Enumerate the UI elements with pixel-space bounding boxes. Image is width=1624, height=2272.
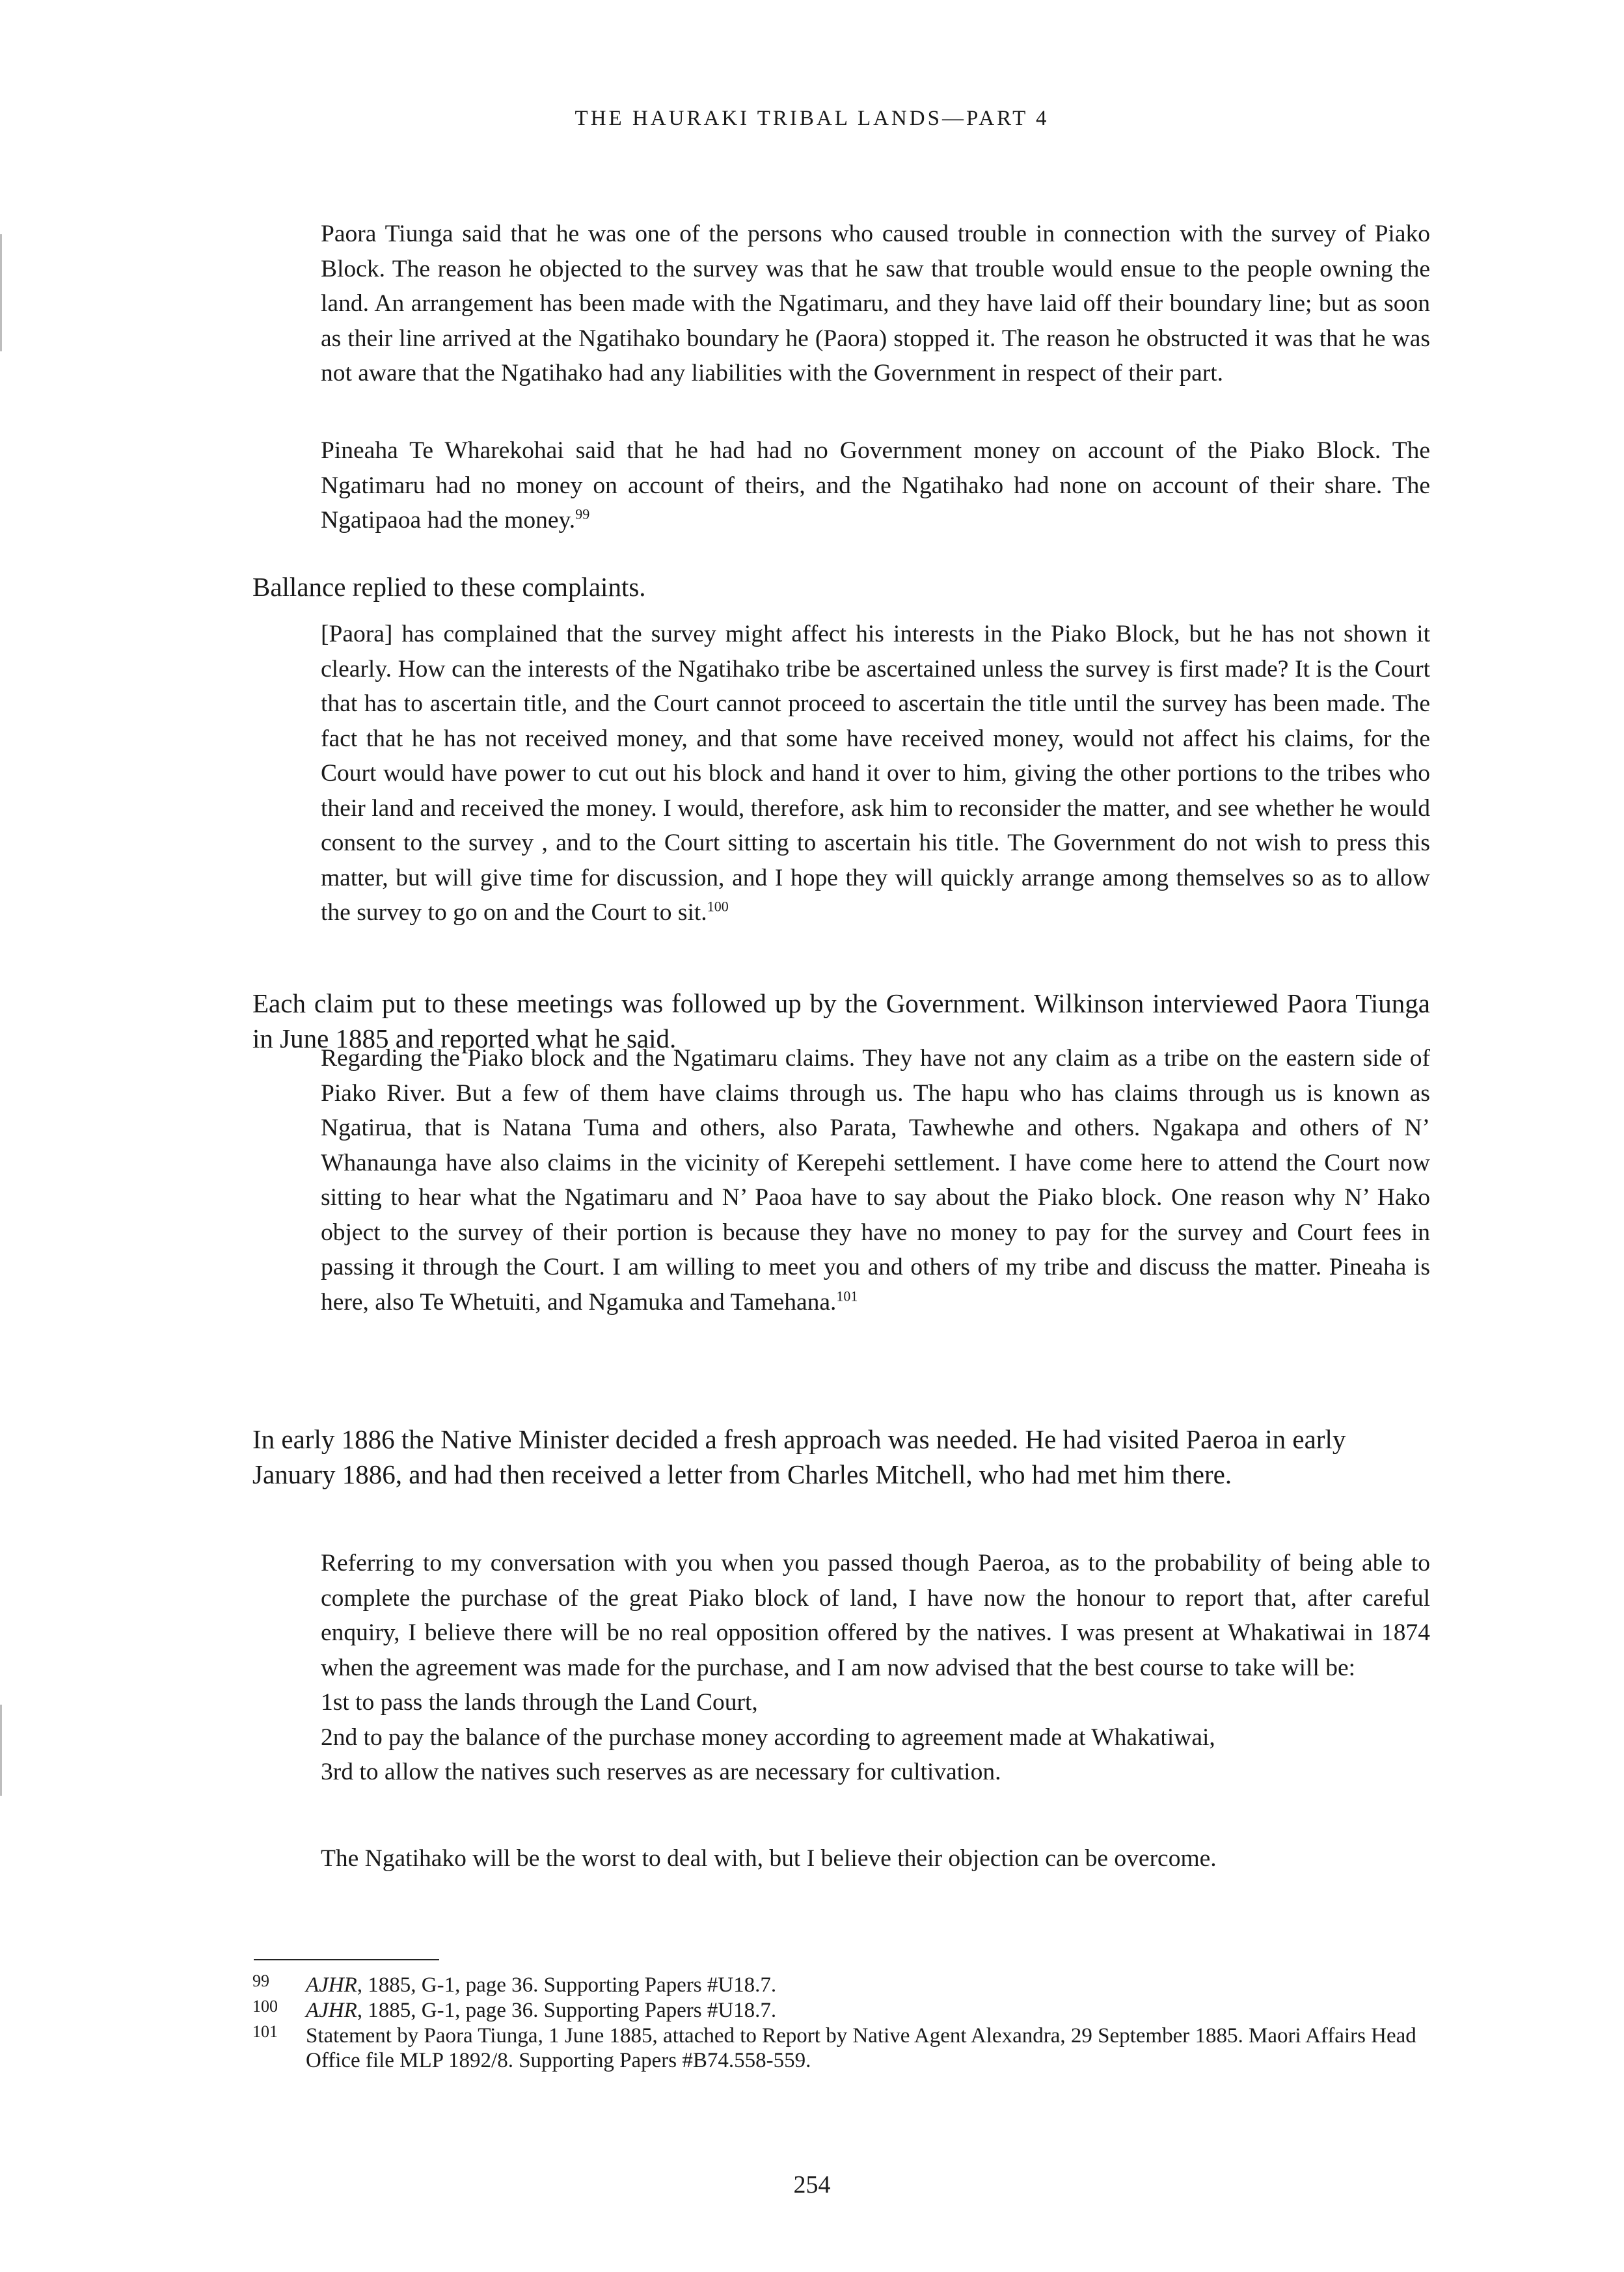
quote-text: [Paora] has complained that the survey might affect his interests in the Piako Block, but he has not shown it clearly. How can the interests of the Ngatihako tribe be ascertained unless the survey is first made? It is the Court that has to ascertain title, and the Court cannot proceed to ascertain the title until the survey has been made. The fact that he has not received money, and that some have received money, would not affect his claims, for the Court would have power to cut out his block and hand it over to him, giving the other portions to the tribes who their land and received the money. I would, therefore, ask him to reconsider the matter, and see whether he would consent to the survey , and to the Court sitting to ascertain his title. The Government do not wish to press this matter, but will give time for discussion, and I hope they will quickly arrange among themselves so as to allow the survey to go on and the Court to sit. [321,621,1430,926]
page-number: 254 [793,2171,831,2198]
footnote-number: 101 [252,2022,278,2041]
running-header: THE HAURAKI TRIBAL LANDS—PART 4 [575,107,1049,130]
footnote-text [306,1998,1431,2023]
scan-edge-mark [0,1705,2,1796]
footnote-reference[interactable]: 100 [707,898,729,915]
quote-text: Regarding the Piako block and the Ngatimaru claims. They have not any claim as a tribe on the eastern side of Piako River. But a few of them have claims through us. The hapu who has claims through us is known as Ngatirua, that is Natana Tuma and others, also Parata, Tawhewhe and others. Ngakapa and others of N’ Whanaunga have also claims in the vicinity of Kerepehi settlement. I have come here to attend the Court now sitting to hear what the Ngatimaru and N’ Paoa have to say about the Piako block. One reason why N’ Hako object to the survey of their portion is because they have no money to pay for the survey and Court fees in passing it through the Court. I am willing to meet you and others of my tribe and discuss the matter. Pineaha is here, also Te Whetuiti, and Ngamuka and Tamehana. [321,1045,1430,1316]
scan-edge-mark [0,234,2,351]
footnote-reference[interactable]: 101 [836,1288,858,1304]
list-item: 2nd to pay the balance of the purchase money according to agreement made at Whakatiwai, [321,1724,1215,1751]
journal-abbrev: AJHR [306,1999,357,2022]
citation: , 1885, G-1, page 36. Supporting Papers #U18.7. [357,1999,777,2022]
footnote-number: 99 [252,1971,269,1990]
body-paragraph: Ballance replied to these complaints. [252,572,646,602]
journal-abbrev: AJHR [306,1973,357,1997]
footnote-number: 100 [252,1997,278,2016]
block-quote-paragraph: Paora Tiunga said that he was one of the persons who caused trouble in connection with the survey of Piako Block. The reason he objected to the survey was that he saw that trouble would ensue to the people owning the land. An arrangement has been made with the Ngatimaru, and they have laid off their boundary line; but as soon as their line arrived at the Ngatihako boundary he (Paora) stopped it. The reason he obstructed it was that he was not aware that the Ngatihako had any liabilities with the Government in respect of their part. [321,221,1430,386]
footnote-reference[interactable]: 99 [575,506,590,522]
block-quote-paragraph: The Ngatihako will be the worst to deal with, but I believe their objection can be overcome. [321,1845,1217,1872]
quote-text: Pineaha Te Wharekohai said that he had had no Government money on account of the Piako Block. The Ngatimaru had no money on account of theirs, and the Ngatihako had none on account of their share. The Ngatipaoa had the money. [321,437,1430,534]
block-quote-paragraph [321,617,1430,930]
block-quote-paragraph: Referring to my conversation with you when you passed though Paeroa, as to the probability of being able to complete the purchase of the great Piako block of land, I have now the honour to report that, after careful enquiry, I believe there will be no real opposition offered by the natives. I was present at Whakatiwai in 1874 when the agreement was made for the purchase, and I am now advised that the best course to take will be: [321,1550,1430,1681]
citation: Statement by Paora Tiunga, 1 June 1885, attached to Report by Native Agent Alexandra, 29 September 1885. Maori Affairs Head Office file MLP 1892/8. Supporting Papers #B74.558-559. [306,2024,1416,2072]
citation: , 1885, G-1, page 36. Supporting Papers #U18.7. [357,1973,777,1997]
block-quote-paragraph [321,433,1430,538]
numbered-list [321,1685,1430,1790]
footnote-text [306,1973,1431,1997]
body-paragraph: In early 1886 the Native Minister decided a fresh approach was needed. He had visited Paeroa in early January 1886, and had then received a letter from Charles Mitchell, who had met him there. [252,1424,1346,1489]
footnote-text [306,2023,1431,2073]
list-item: 1st to pass the lands through the Land Court, [321,1689,758,1716]
list-item: 3rd to allow the natives such reserves as are necessary for cultivation. [321,1759,1001,1785]
body-paragraph: Each claim put to these meetings was followed up by the Government. Wilkinson interviewed Paora Tiunga in June 1885 and reported what he said. [252,988,1430,1053]
footnote-divider [254,1959,439,1960]
block-quote-paragraph [321,1041,1430,1319]
